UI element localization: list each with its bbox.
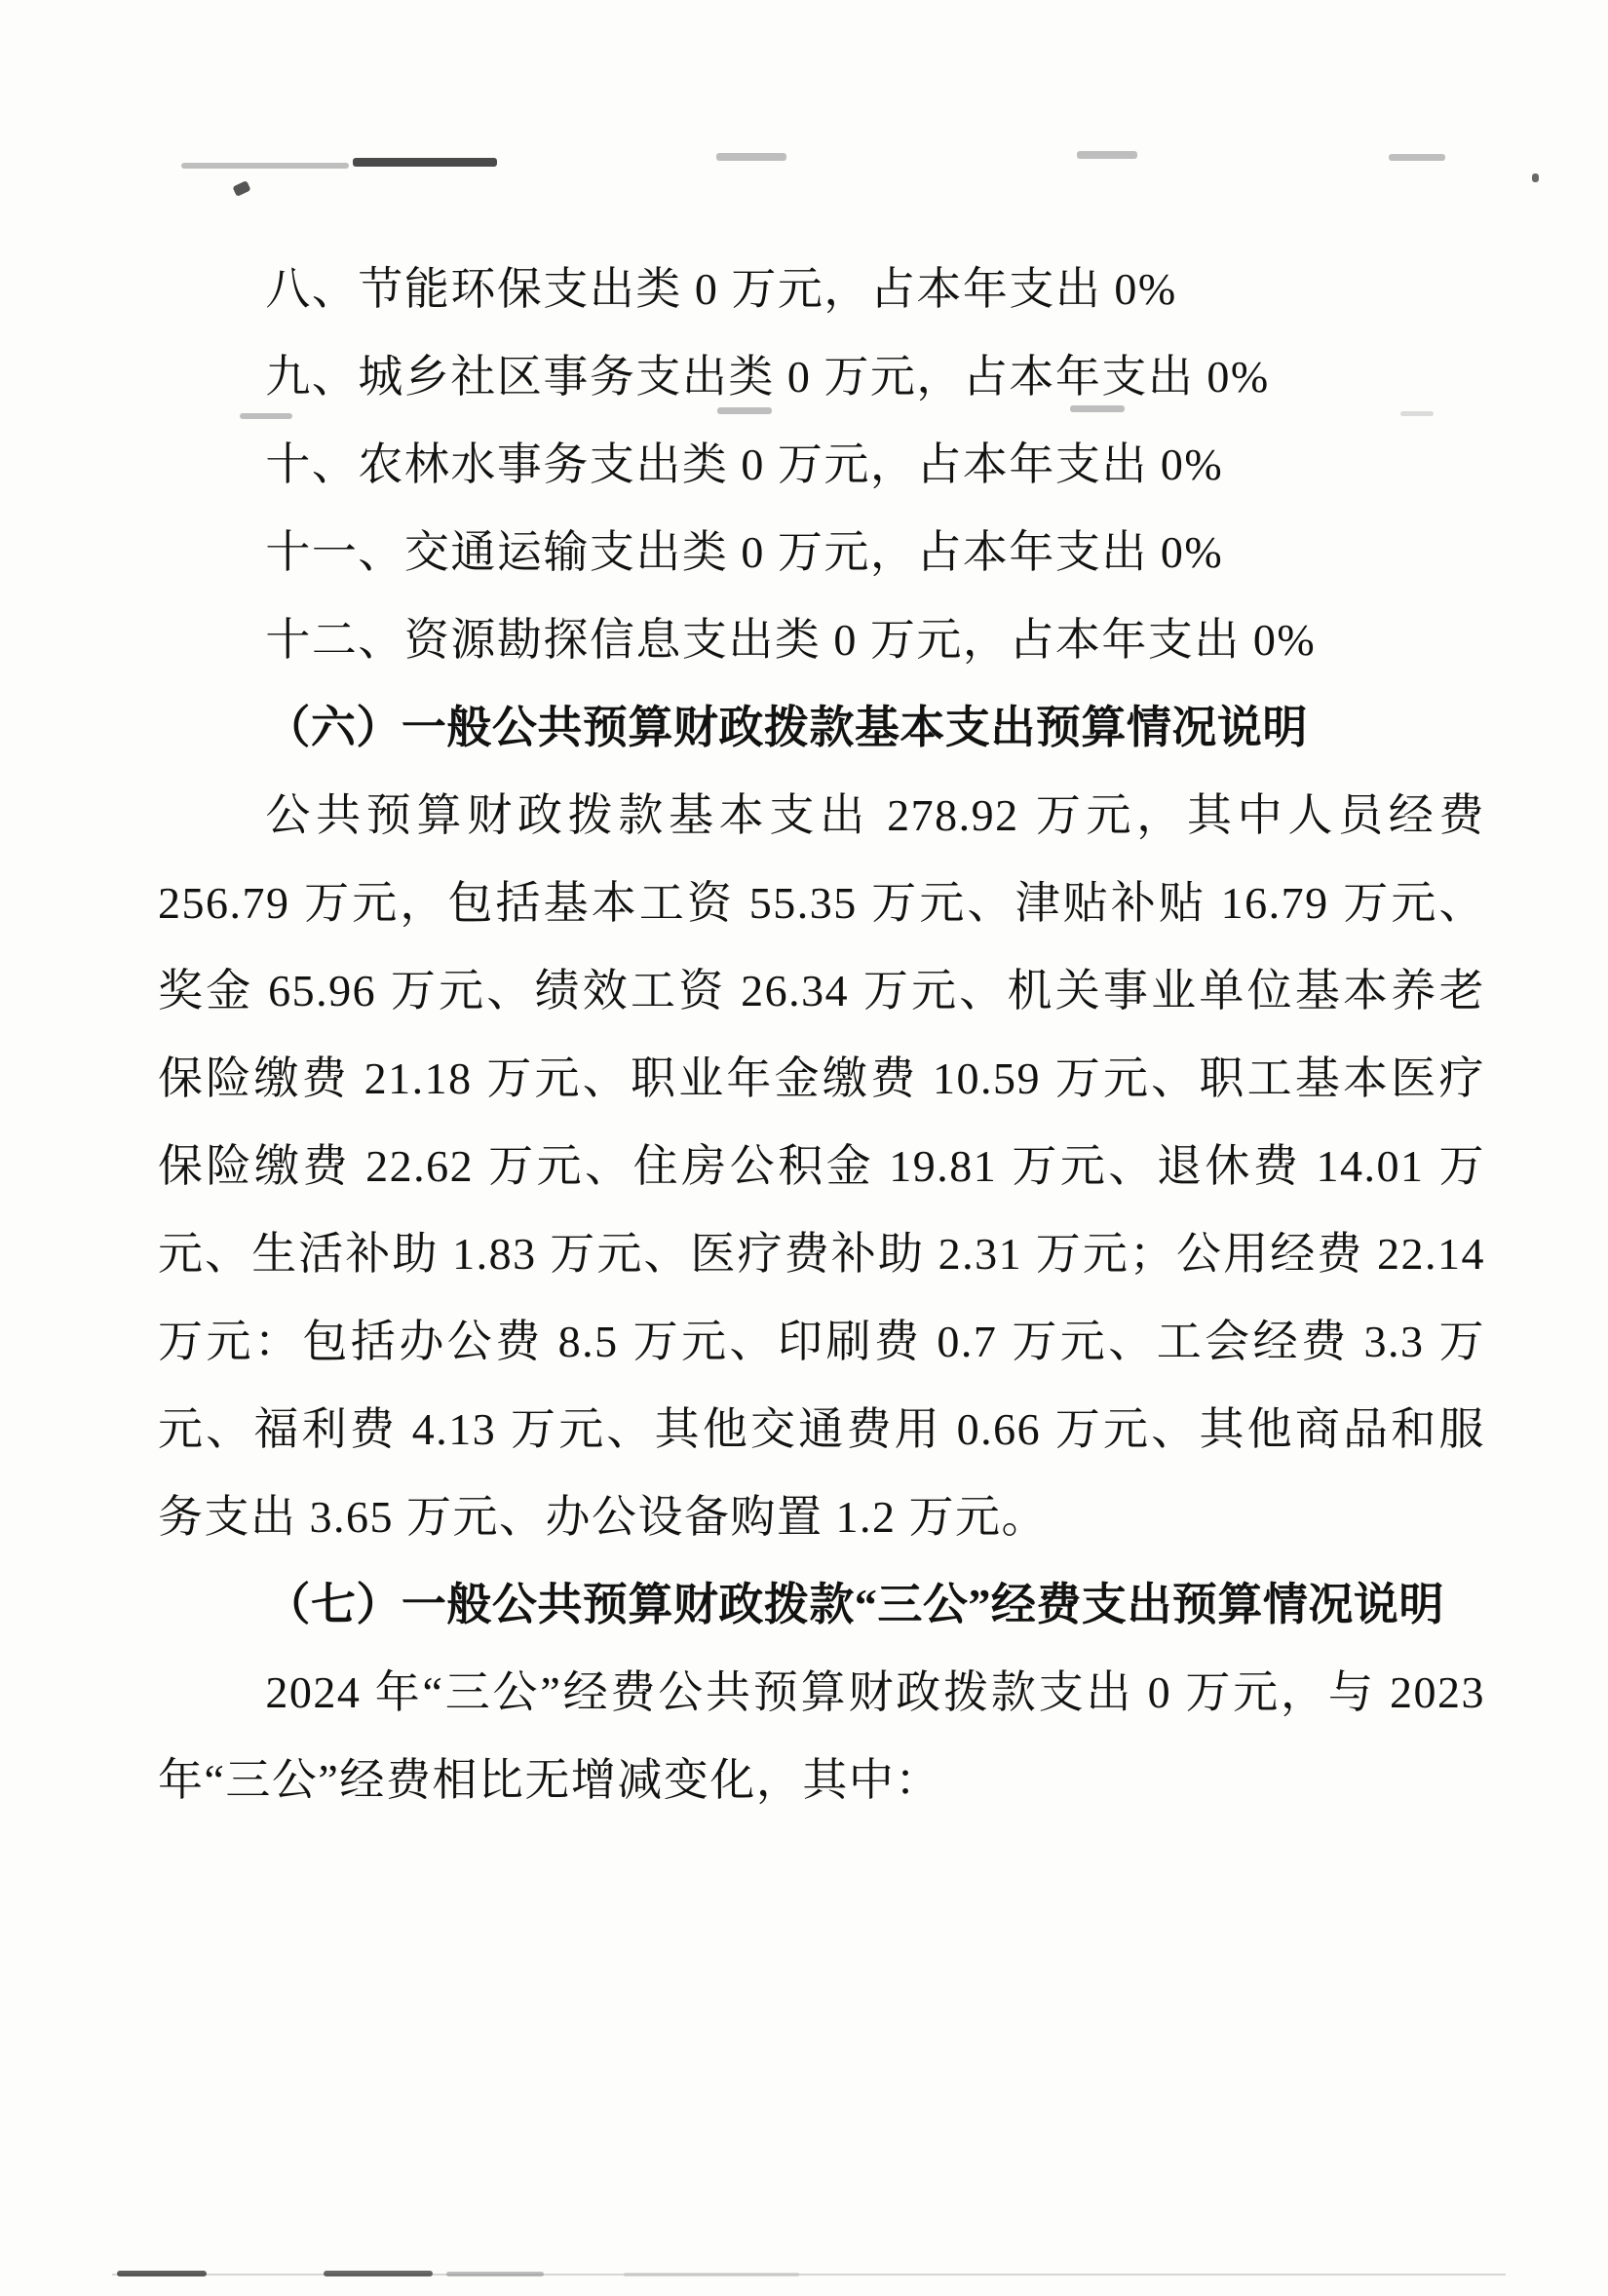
scan-noise (1389, 154, 1445, 161)
scan-noise (232, 180, 250, 197)
expenditure-line-9: 九、城乡社区事务支出类 0 万元，占本年支出 0% (265, 352, 1270, 402)
scan-noise (181, 163, 349, 169)
section-seven-body: 2024 年“三公”经费公共预算财政拨款支出 0 万元，与 2023 年“三公”经费相比无增减变化，其中： (158, 1667, 1485, 1805)
scan-noise (324, 2271, 433, 2277)
expenditure-line-10: 十、农林水事务支出类 0 万元，占本年支出 0% (265, 440, 1224, 489)
expenditure-line-8: 八、节能环保支出类 0 万元，占本年支出 0% (265, 264, 1177, 314)
scan-noise (353, 158, 497, 167)
scan-noise (117, 2271, 207, 2277)
expenditure-line-11: 十一、交通运输支出类 0 万元，占本年支出 0% (265, 527, 1224, 577)
scan-noise (716, 153, 786, 161)
section-six-body: 公共预算财政拨款基本支出 278.92 万元，其中人员经费 256.79 万元，包括基本工资 55.35 万元、津贴补贴 16.79 万元、奖金 65.96 万元、绩效工资 26.34 万元、机关事业单位基本养老保险缴费 21.18 万元、职业年金缴费 10.59 万元、职工基本医疗保险缴费 22.62 万元、住房公积金 19.81 万元、退休费 14.01 万元、生活补助 1.83 万元、医疗费补助 2.31 万元；公用经费 22.14 万元：包括办公费 8.5 万元、印刷费 0.7 万元、工会经费 3.3 万元、福利费 4.13 万元、其他交通费用 0.66 万元、其他商品和服务支出 3.65 万元、办公设备购置 1.2 万元。 (158, 790, 1486, 1542)
scan-noise (624, 2273, 799, 2277)
scan-edge-line (112, 2274, 1506, 2276)
section-six-heading: （六）一般公共预算财政拨款基本支出预算情况说明 (265, 703, 1308, 752)
scan-noise (446, 2272, 544, 2277)
expenditure-line-12: 十二、资源勘探信息支出类 0 万元，占本年支出 0% (265, 615, 1317, 665)
scan-noise (1077, 151, 1137, 159)
section-seven-heading: （七）一般公共预算财政拨款“三公”经费支出预算情况说明 (265, 1580, 1444, 1629)
document-body (158, 246, 1485, 1824)
scan-noise (1532, 173, 1539, 182)
